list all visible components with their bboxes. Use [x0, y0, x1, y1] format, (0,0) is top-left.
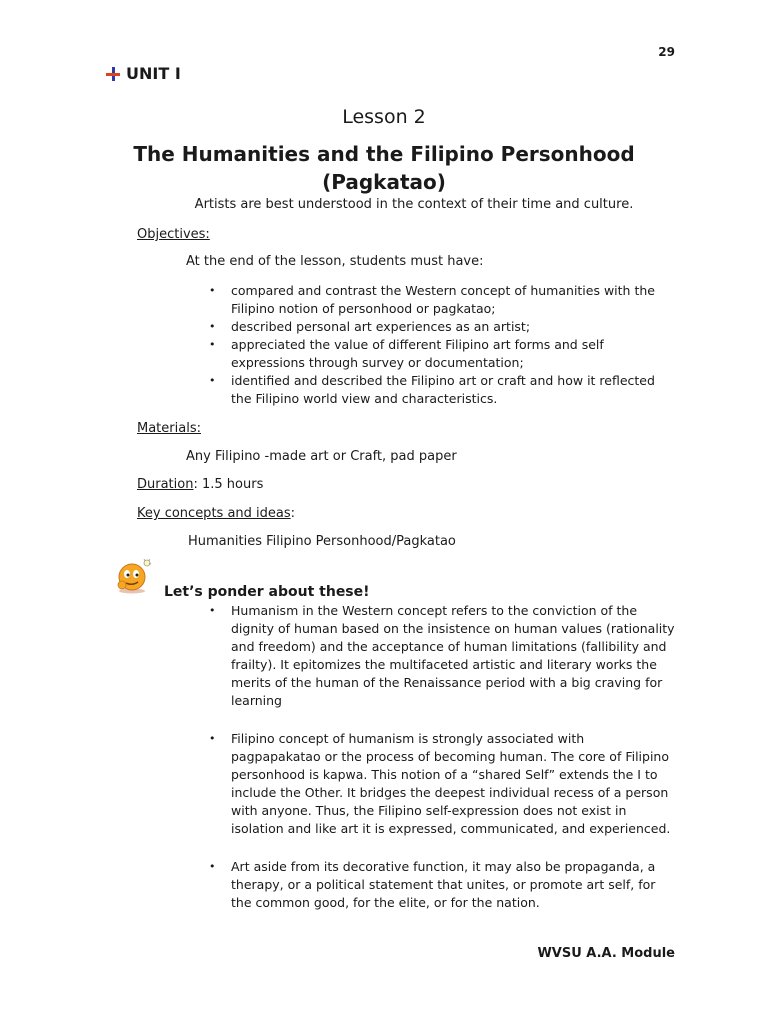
- compass-cross-icon: [106, 67, 120, 81]
- key-concepts-heading: Key concepts and ideas: [137, 506, 291, 521]
- lesson-tagline: Artists are best understood in the context of their time and culture.: [194, 197, 634, 212]
- key-concepts-suffix: :: [290, 506, 296, 521]
- key-concepts-line: [137, 505, 295, 523]
- materials-heading: Materials:: [137, 421, 201, 436]
- list-item: • Filipino concept of humanism is strongly associated with pagpapakatao or the process of becoming human. The core of Filipino personhood is kapwa. This notion of a “shared Self” extends the I to include the Other. It bridges the deepest individual recess of a person with anyone. Thus, the Filipino self-expression does not exist in isolation and like art it is expressed, communicated, and experienced.: [207, 730, 677, 838]
- list-item: • described personal art experiences as an artist;: [207, 318, 667, 336]
- objectives-intro: At the end of the lesson, students must have:: [186, 254, 484, 269]
- ponder-list: [207, 602, 677, 912]
- materials-text: Any Filipino -made art or Craft, pad paper: [186, 449, 457, 464]
- list-item: • compared and contrast the Western concept of humanities with the Filipino notion of personhood or pagkatao;: [207, 282, 667, 318]
- list-item: • Art aside from its decorative function, it may also be propaganda, a therapy, or a political statement that unites, or promote art self, for the common good, for the elite, or for the nation.: [207, 858, 677, 912]
- unit-title: UNIT I: [126, 64, 181, 83]
- lesson-title-line1: The Humanities and the Filipino Personhood: [133, 142, 635, 166]
- unit-header: [106, 64, 181, 83]
- lesson-title-line2: (Pagkatao): [322, 170, 446, 194]
- list-item: • appreciated the value of different Filipino art forms and self expressions through survey or documentation;: [207, 336, 667, 372]
- lesson-title: [0, 140, 768, 196]
- objectives-list: [207, 282, 667, 408]
- lesson-label: Lesson 2: [342, 106, 426, 128]
- ponder-title: Let’s ponder about these!: [164, 584, 370, 600]
- page-number: 29: [658, 45, 675, 59]
- duration-heading: Duration: [137, 477, 194, 492]
- duration-line: [137, 476, 263, 494]
- key-concepts-text: Humanities Filipino Personhood/Pagkatao: [188, 534, 456, 549]
- footer-module-name: WVSU A.A. Module: [537, 946, 675, 961]
- list-item: • Humanism in the Western concept refers to the conviction of the dignity of human based on the insistence on human values (rationality and freedom) and the acceptance of human limitations (fallibility and frailty). It epitomizes the multifaceted artistic and literary works the merits of the human of the Renaissance period with a big craving for learning: [207, 602, 677, 710]
- objectives-heading: Objectives:: [137, 227, 210, 242]
- duration-text: : 1.5 hours: [193, 477, 264, 492]
- list-item: • identified and described the Filipino art or craft and how it reflected the Filipino world view and characteristics.: [207, 372, 667, 408]
- thinking-emoji-icon: [114, 558, 152, 594]
